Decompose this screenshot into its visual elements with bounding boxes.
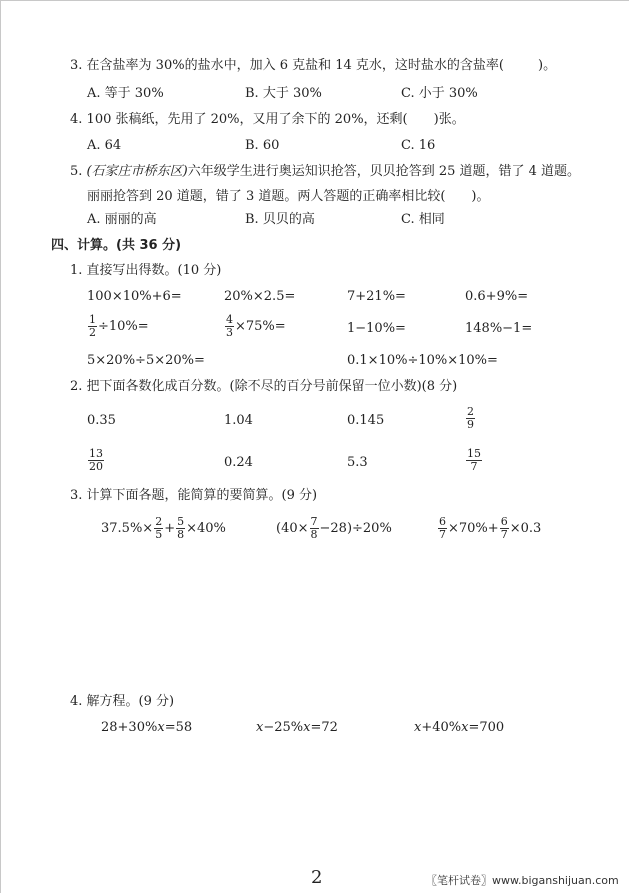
page-number: 2 (311, 867, 323, 888)
fraction: $\frac{13}{20}$ (89, 447, 103, 473)
fraction: $\frac{1}{2}$ (89, 313, 96, 339)
fraction: $\frac{6}{7}$ (439, 515, 446, 541)
convert-item: 1.04 (224, 413, 253, 428)
convert-item: 0.35 (87, 413, 116, 428)
option-c: C. 16 (401, 138, 436, 153)
question-number: 5. (70, 164, 83, 179)
convert-item (465, 406, 476, 431)
convert-item: 5.3 (347, 455, 368, 470)
calc-item: $\frac{4}{3}$ ×75%= (226, 313, 286, 339)
convert-item (87, 448, 105, 473)
calc-item: 5×20%÷5×20%= (87, 353, 205, 368)
fraction: $\frac{6}{7}$ (500, 515, 508, 541)
option-a: A. 丽丽的高 (87, 212, 157, 227)
subquestion-3-title: 3. 计算下面各题，能简算的要简算。(9 分) (70, 488, 318, 503)
expression-2: (40× $\frac{7}{8}$ −28)÷20% (276, 515, 392, 541)
subquestion-1-title: 1. 直接写出得数。(10 分) (70, 263, 222, 278)
expression-1: 37.5%× $\frac{2}{5}$ + $\frac{5}{8}$ ×40% (101, 515, 226, 541)
fraction: $\frac{4}{3}$ (226, 313, 233, 339)
fraction: $\frac{2}{5}$ (155, 515, 163, 541)
calc-item: $\frac{1}{2}$ ÷10%= (89, 313, 149, 339)
calc-item: 0.6+9%= (465, 289, 529, 304)
expression-3: $\frac{6}{7}$ ×70%+ $\frac{6}{7}$ ×0.3 (439, 515, 542, 541)
calc-item: 148%−1= (465, 321, 533, 336)
equation-1: 28+30%x=58 (101, 720, 193, 735)
fraction: $\frac{7}{8}$ (310, 515, 318, 541)
option-c: C. 相同 (401, 212, 445, 227)
calc-item: 7+21%= (347, 289, 406, 304)
site-watermark: 〖笔杆试卷〗www.biganshijuan.com (426, 874, 619, 887)
section-title: 四、计算。(共 36 分) (51, 238, 182, 253)
calc-item: 1−10%= (347, 321, 406, 336)
question-number: 4. (70, 112, 83, 127)
question-text: 在含盐率为 30%的盐水中，加入 6 克盐和 14 克水，这时盐水的含盐率( (86, 58, 504, 73)
option-c: C. 小于 30% (401, 86, 478, 101)
subquestion-2-title: 2. 把下面各数化成百分数。(除不尽的百分号前保留一位小数)(8 分) (70, 379, 458, 394)
question-3: 3. 在含盐率为 30%的盐水中，加入 6 克盐和 14 克水，这时盐水的含盐率( )。 (70, 58, 557, 73)
convert-item: 0.24 (224, 455, 253, 470)
question-number: 3. (70, 58, 83, 73)
equation-3: x+40%x=700 (414, 720, 505, 735)
option-a: A. 64 (87, 138, 122, 153)
option-b: B. 贝贝的高 (245, 212, 315, 227)
question-4: 4. 100 张稿纸，先用了 20%，又用了余下的 20%，还剩( )张。 (70, 112, 465, 127)
question-5 (70, 164, 580, 180)
fraction: $\frac{15}{7}$ (467, 447, 481, 473)
calc-item: 100×10%+6= (87, 289, 182, 304)
option-a: A. 等于 30% (87, 86, 164, 101)
convert-item (465, 448, 483, 473)
subquestion-4-title: 4. 解方程。(9 分) (70, 694, 175, 709)
question-text: 六年级学生进行奥运知识抢答，贝贝抢答到 25 道题，错了 4 道题。 (187, 164, 581, 179)
question-text: 100 张稿纸，先用了 20%，又用了余下的 20%，还剩( (86, 112, 408, 127)
fraction: $\frac{5}{8}$ (177, 515, 185, 541)
question-5-line2: 丽丽抢答到 20 道题，错了 3 道题。两人答题的正确率相比较( )。 (87, 189, 490, 204)
calc-item: 20%×2.5= (224, 289, 296, 304)
calc-item: 0.1×10%÷10%×10%= (347, 353, 498, 368)
convert-item: 0.145 (347, 413, 385, 428)
option-b: B. 大于 30% (245, 86, 322, 101)
equation-2: x−25%x=72 (256, 720, 338, 735)
option-b: B. 60 (245, 138, 280, 153)
question-source: (石家庄市桥东区) (86, 164, 188, 179)
fraction: $\frac{2}{9}$ (467, 405, 474, 431)
